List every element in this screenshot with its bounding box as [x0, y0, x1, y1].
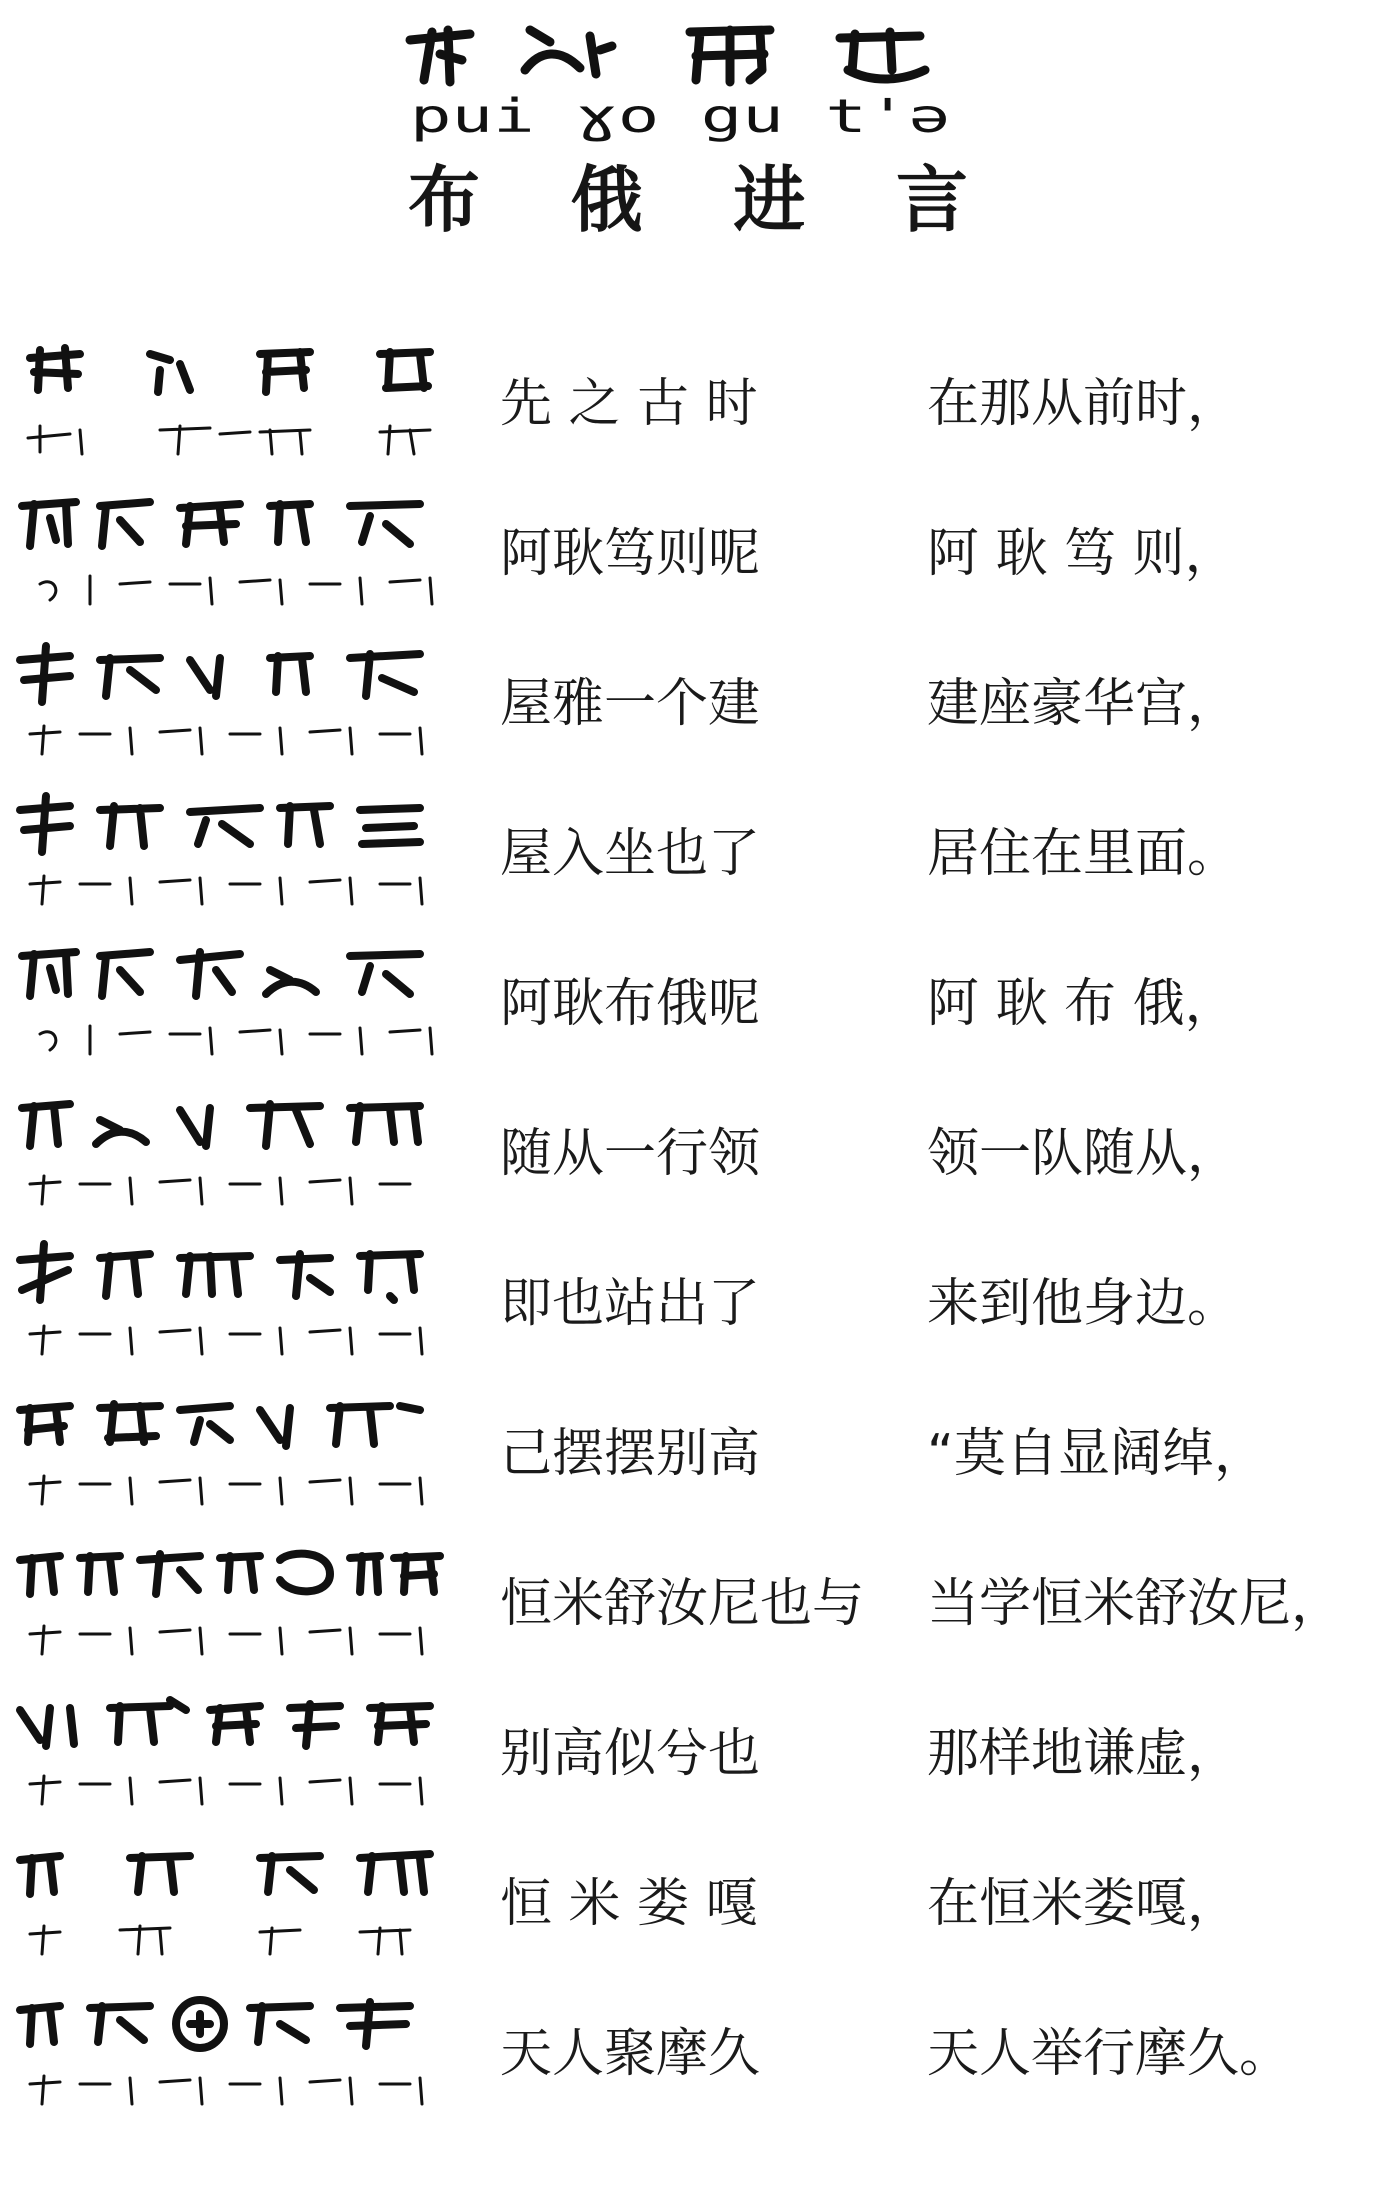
verse-row [0, 480, 1392, 630]
free-translation: 在那从前时， [927, 374, 1240, 434]
chinese-title-char: 布 [408, 157, 481, 242]
native-script-line [10, 1680, 450, 1830]
literal-translation: 别高似兮也 [500, 1724, 761, 1784]
literal-translation: 先 之 古 时 [500, 374, 758, 434]
literal-translation: 己摆摆别高 [500, 1424, 761, 1484]
native-script-line [10, 630, 450, 780]
native-script-line [10, 1080, 450, 1230]
native-script-line [10, 1380, 450, 1530]
verse-row [0, 1830, 1392, 1980]
verse-row [0, 630, 1392, 780]
chinese-title [408, 150, 968, 250]
native-script-line [10, 1530, 450, 1680]
phonetic-title-text: pui ɣo gu t'ə [410, 89, 950, 143]
free-translation: 领一队随从， [927, 1124, 1240, 1184]
literal-translation: 恒米舒汝尼也与 [500, 1574, 865, 1634]
native-script-line [10, 780, 450, 930]
verse-row [0, 1980, 1392, 2130]
free-translation: 天人举行摩久。 [927, 2024, 1292, 2084]
literal-translation: 屋雅一个建 [500, 674, 761, 734]
free-translation: 阿 耿 笃 则， [927, 524, 1237, 584]
verse-row [0, 780, 1392, 930]
literal-translation: 阿耿布俄呢 [500, 974, 761, 1034]
free-translation: 那样地谦虚， [927, 1724, 1240, 1784]
verse-row [0, 330, 1392, 480]
free-translation: 来到他身边。 [927, 1274, 1240, 1334]
free-translation: “莫自显阔绰， [927, 1424, 1266, 1484]
literal-translation: 屋入坐也了 [500, 824, 761, 884]
native-script-line [10, 330, 450, 480]
literal-translation: 天人聚摩久 [500, 2024, 761, 2084]
verse-row [0, 1530, 1392, 1680]
chinese-title-char: 俄 [570, 157, 643, 242]
verse-row [0, 1680, 1392, 1830]
literal-translation: 随从一行领 [500, 1124, 761, 1184]
free-translation: 居住在里面。 [927, 824, 1240, 884]
free-translation: 建座豪华宫， [927, 674, 1240, 734]
phonetic-title [400, 82, 960, 152]
page-header [0, 0, 1392, 260]
literal-translation: 即也站出了 [500, 1274, 761, 1334]
native-script-line [10, 1230, 450, 1380]
native-script-line [10, 1980, 450, 2130]
native-script-line [10, 930, 450, 1080]
free-translation: 阿 耿 布 俄， [927, 974, 1237, 1034]
free-translation: 在恒米娄嘎， [927, 1874, 1240, 1934]
verse-row [0, 1380, 1392, 1530]
native-script-line [10, 480, 450, 630]
verse-row [0, 1230, 1392, 1380]
verse-row [0, 1080, 1392, 1230]
chinese-title-char: 言 [895, 157, 968, 242]
chinese-title-char: 进 [733, 157, 806, 242]
literal-translation: 阿耿笃则呢 [500, 524, 761, 584]
native-script-line [10, 1830, 450, 1980]
literal-translation: 恒 米 娄 嘎 [500, 1874, 758, 1934]
free-translation: 当学恒米舒汝尼， [927, 1574, 1344, 1634]
verse-row [0, 930, 1392, 1080]
